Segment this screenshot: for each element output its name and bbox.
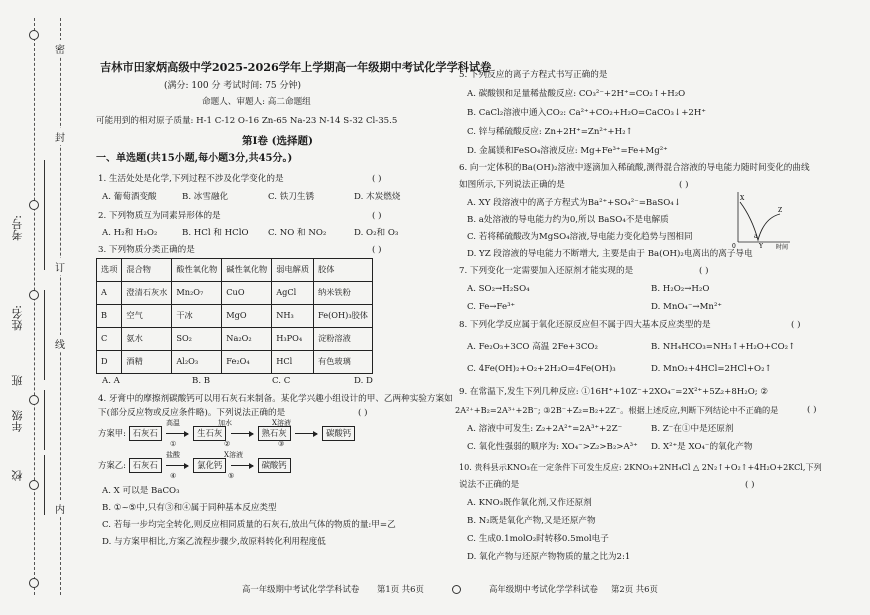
q6-stem-line2: 如图所示,下列说法正确的是 xyxy=(459,180,565,190)
table-cell: CuO xyxy=(222,282,272,305)
q9-stem-line1: 9. 在常温下,发生下列几种反应: ①16H⁺+10Z⁻+2XO₄⁻=2X²⁺+5Z₂+8H₂O; ② xyxy=(459,387,769,397)
plan-b-flow xyxy=(98,458,291,473)
binding-hole xyxy=(29,290,39,300)
footer-left-title: 高一年级期中考试化学学科试卷 xyxy=(242,584,360,594)
arrow-icon xyxy=(231,433,253,434)
graph-time-label: 时间 xyxy=(776,244,789,250)
table-cell: Mn₂O₇ xyxy=(172,282,222,305)
plan-b-calcium-carbonate: 碳酸钙 xyxy=(258,458,291,473)
table-cell: A xyxy=(97,282,122,305)
plan-a-cond-water: 加水 xyxy=(218,419,232,427)
nianji-blank xyxy=(44,390,46,450)
exam-title: 吉林市田家炳高级中学2025-2026学年上学期高一年级期中考试化学学科试卷 xyxy=(100,60,492,74)
table-cell: AgCl xyxy=(272,282,314,305)
plan-b-label: 方案乙: xyxy=(98,460,126,470)
table-cell: HCl xyxy=(272,351,314,374)
q3-classification-table xyxy=(96,258,373,374)
exam-meta: (满分: 100 分 考试时间: 75 分钟) xyxy=(164,81,302,91)
seal-nei: 内 xyxy=(55,500,65,517)
q9-answer-paren: ( ) xyxy=(807,405,817,415)
q5-option-c: C. 锌与稀硫酸反应: Zn+2H⁺=Zn²⁺+H₂↑ xyxy=(467,127,633,137)
q4-answer-paren: ( ) xyxy=(358,408,368,418)
xiao-label: 校 xyxy=(11,470,24,481)
table-cell: 空气 xyxy=(122,305,172,328)
table-cell: SO₂ xyxy=(172,328,222,351)
graph-origin: 0 xyxy=(732,243,736,250)
q8-option-b: B. NH₄HCO₃=NH₃↑+H₂O+CO₂↑ xyxy=(651,342,796,352)
q2-option-b: B. HCl 和 HClO xyxy=(182,228,249,238)
table-header-row xyxy=(97,259,373,282)
q7-stem: 7. 下列变化一定需要加入还原剂才能实现的是 xyxy=(459,266,634,276)
q7-option-b: B. H₂O₂→H₂O xyxy=(651,284,710,294)
table-cell: Fe(OH)₃胶体 xyxy=(314,305,373,328)
q6-option-b: B. a处溶液的导电能力约为0,所以 BaSO₄不是电解质 xyxy=(467,215,669,225)
graph-label-z: Z xyxy=(778,207,783,214)
binding-dashed-line xyxy=(34,18,35,595)
q6-option-c: C. 若将稀硫酸改为MgSO₄溶液,导电能力变化趋势与图相同 xyxy=(467,232,693,242)
plan-a-cond-heat: 高温 xyxy=(166,419,180,427)
table-cell: 干冰 xyxy=(172,305,222,328)
q10-option-d: D. 氧化产物与还原产物物质的量之比为2:1 xyxy=(467,552,631,562)
binding-hole xyxy=(29,395,39,405)
table-cell: C xyxy=(97,328,122,351)
xiao-blank xyxy=(44,455,46,515)
q9-option-a: A. 溶液中可发生: Z₂+2A²⁺=2A³⁺+2Z⁻ xyxy=(467,424,623,434)
plan-b-step4: ④ xyxy=(170,472,177,480)
q2-option-d: D. O₂和 O₃ xyxy=(354,228,399,238)
plan-a-limestone: 石灰石 xyxy=(129,426,162,441)
table-cell: MgO xyxy=(222,305,272,328)
q9-option-d: D. X²⁺是 XO₄⁻的氧化产物 xyxy=(651,442,753,452)
plan-a-step3: ③ xyxy=(278,440,285,448)
graph-curve xyxy=(740,202,783,240)
q5-option-b: B. CaCl₂溶液中通入CO₂: Ca²⁺+CO₂+H₂O=CaCO₃↓+2H⁺ xyxy=(467,108,706,118)
q4-option-b: B. ①~⑤中,只有③和④属于同种基本反应类型 xyxy=(102,503,277,513)
plan-a-label: 方案甲: xyxy=(98,428,126,438)
seal-ding: 订 xyxy=(55,258,65,275)
q9-option-b: B. Z⁻在①中是还原剂 xyxy=(651,424,734,434)
seal-xian: 线 xyxy=(55,335,65,352)
q3-option-c: C. C xyxy=(272,376,291,386)
plan-a-slaked-lime: 熟石灰 xyxy=(258,426,291,441)
q1-option-b: B. 冰雪融化 xyxy=(182,192,229,202)
plan-b-cond-x: X溶液 xyxy=(224,451,243,459)
q7-option-a: A. SO₂→H₂SO₄ xyxy=(467,284,530,294)
table-row xyxy=(97,328,373,351)
table-row xyxy=(97,282,373,305)
plan-b-cond-hcl: 盐酸 xyxy=(166,451,180,459)
binding-hole xyxy=(29,480,39,490)
q4-option-a: A. X 可以是 BaCO₃ xyxy=(102,486,180,496)
atomic-masses: 可能用到的相对原子质量: H-1 C-12 O-16 Zn-65 Na-23 N-14 S-32 Cl-35.5 xyxy=(96,116,398,126)
seal-mi: 密 xyxy=(55,40,65,57)
graph-label-x: X xyxy=(740,195,745,202)
q3-stem: 3. 下列物质分类正确的是 xyxy=(98,245,195,255)
graph-label-a: a xyxy=(754,233,758,240)
q6-option-a: A. XY 段溶液中的离子方程式为Ba²⁺+SO₄²⁻=BaSO₄↓ xyxy=(467,198,681,208)
table-header-cell: 胶体 xyxy=(314,259,373,282)
xingming-label: 姓名: xyxy=(11,305,24,331)
q8-option-d: D. MnO₂+4HCl=2HCl+O₂↑ xyxy=(651,364,772,374)
table-row xyxy=(97,351,373,374)
q2-option-a: A. H₂和 H₂O₂ xyxy=(102,228,158,238)
right-column xyxy=(455,0,865,615)
table-cell: 酒精 xyxy=(122,351,172,374)
q1-option-a: A. 葡萄酒变酸 xyxy=(102,192,157,202)
footer-right-page: 第2页 共6页 xyxy=(611,584,658,594)
table-cell: Fe₂O₄ xyxy=(222,351,272,374)
table-cell: D xyxy=(97,351,122,374)
q7-answer-paren: ( ) xyxy=(699,266,709,276)
kaohao-blank xyxy=(44,160,46,270)
table-cell: Na₂O₂ xyxy=(222,328,272,351)
footer-left-page: 第1页 共6页 xyxy=(377,584,424,594)
plan-a-quicklime: 生石灰 xyxy=(193,426,226,441)
xingming-blank xyxy=(44,290,46,380)
q1-answer-paren: ( ) xyxy=(372,174,382,184)
q9-stem-line2: 2A²⁺+B₂=2A³⁺+2B⁻; ③2B⁻+Z₂=B₂+2Z⁻。根据上述反应,判断下列结论中不正确的是 xyxy=(455,405,779,415)
q10-answer-paren: ( ) xyxy=(745,480,755,490)
binding-hole xyxy=(29,578,39,588)
q8-stem: 8. 下列化学反应属于氧化还原反应但不属于四大基本反应类型的是 xyxy=(459,320,711,330)
q3-option-d: D. D xyxy=(354,376,373,386)
q1-option-c: C. 铁刀生锈 xyxy=(268,192,315,202)
arrow-icon xyxy=(166,465,188,466)
q3-answer-paren: ( ) xyxy=(372,245,382,255)
binding-hole xyxy=(29,30,39,40)
q2-stem: 2. 下列物质互为同素异形体的是 xyxy=(98,211,221,221)
q10-stem-line2: 说法不正确的是 xyxy=(459,480,520,490)
q10-stem-line1: 10. 贵科县示KNO₃在一定条件下可发生反应: 2KNO₃+2NH₄Cl △ 2N₂↑+O₂↑+4H₂O+2KCl,下列 xyxy=(459,462,822,472)
plan-b-step5: ⑤ xyxy=(228,472,235,480)
q6-stem-line1: 6. 向一定体积的Ba(OH)₂溶液中逐滴加入稀硫酸,测得混合溶液的导电能力随时间变化的曲线 xyxy=(459,163,810,173)
nianji-label: 年级 xyxy=(11,410,24,432)
q4-stem-line1: 4. 牙膏中的摩擦剂碳酸钙可以用石灰石来制备。某化学兴趣小组设计的甲、乙两种实验方案如 xyxy=(98,394,453,404)
footer-right-title: 高年级期中考试化学学科试卷 xyxy=(489,584,598,594)
plan-a-step1: ① xyxy=(170,440,177,448)
table-header-cell: 选项 xyxy=(97,259,122,282)
plan-a-step2: ② xyxy=(224,440,231,448)
q10-option-a: A. KNO₃既作氧化剂,又作还原剂 xyxy=(467,498,592,508)
binding-margin xyxy=(0,0,65,615)
table-cell: H₃PO₄ xyxy=(272,328,314,351)
center-fold-mark xyxy=(452,585,461,594)
q3-option-b: B. B xyxy=(192,376,211,386)
table-row xyxy=(97,305,373,328)
q2-answer-paren: ( ) xyxy=(372,211,382,221)
table-cell: 有色玻璃 xyxy=(314,351,373,374)
q2-option-c: C. NO 和 NO₂ xyxy=(268,228,327,238)
q3-option-a: A. A xyxy=(102,376,120,386)
section1-heading: 一、单选题(共15小题,每小题3分,共45分。) xyxy=(96,153,293,164)
q4-option-d: D. 与方案甲相比,方案乙流程步骤少,故原料转化利用程度低 xyxy=(102,537,326,547)
q10-option-b: B. N₂既是氧化产物,又是还原产物 xyxy=(467,516,596,526)
conductivity-graph xyxy=(730,188,794,250)
binding-hole xyxy=(29,200,39,210)
q1-stem: 1. 生活处处是化学,下列过程不涉及化学变化的是 xyxy=(98,174,284,184)
table-header-cell: 弱电解质 xyxy=(272,259,314,282)
q4-option-c: C. 若每一步均完全转化,则反应相同质量的石灰石,放出气体的物质的量:甲=乙 xyxy=(102,520,396,530)
q7-option-c: C. Fe→Fe³⁺ xyxy=(467,302,516,312)
q4-stem-line2: 下(部分反应物或反应条件略)。下列说法正确的是 xyxy=(98,408,286,418)
q7-option-d: D. MnO₄⁻→Mn²⁺ xyxy=(651,302,722,312)
table-header-cell: 混合物 xyxy=(122,259,172,282)
q8-option-a: A. Fe₂O₃+3CO 高温 2Fe+3CO₂ xyxy=(467,342,598,352)
seal-feng: 封 xyxy=(55,128,65,145)
plan-b-calcium-chloride: 氯化钙 xyxy=(193,458,226,473)
q8-answer-paren: ( ) xyxy=(791,320,801,330)
table-cell: B xyxy=(97,305,122,328)
q5-option-a: A. 碳酸钡和足量稀盐酸反应: CO₃²⁻+2H⁺=CO₂↑+H₂O xyxy=(467,89,686,99)
plan-b-limestone: 石灰石 xyxy=(129,458,162,473)
table-cell: 纳米铁粉 xyxy=(314,282,373,305)
q6-answer-paren: ( ) xyxy=(679,180,689,190)
arrow-icon xyxy=(166,433,188,434)
q9-option-c: C. 氧化性强弱的顺序为: XO₄⁻>Z₂>B₂>A³⁺ xyxy=(467,442,638,452)
q10-option-c: C. 生成0.1molO₂时转移0.5mol电子 xyxy=(467,534,609,544)
arrow-icon xyxy=(295,433,317,434)
table-cell: 淀粉溶液 xyxy=(314,328,373,351)
exam-authors: 命题人、审题人: 高二命题组 xyxy=(202,97,311,107)
graph-label-y: Y xyxy=(759,243,763,250)
table-cell: Al₂O₃ xyxy=(172,351,222,374)
q8-option-c: C. 4Fe(OH)₂+O₂+2H₂O=4Fe(OH)₃ xyxy=(467,364,616,374)
table-cell: 澄清石灰水 xyxy=(122,282,172,305)
plan-a-cond-x: X溶液 xyxy=(272,419,291,427)
ban-label: 班 xyxy=(11,375,24,386)
table-header-cell: 酸性氧化物 xyxy=(172,259,222,282)
arrow-icon xyxy=(231,465,253,466)
table-cell: NH₃ xyxy=(272,305,314,328)
q6-option-d: D. YZ 段溶液的导电能力不断增大, 主要是由于 Ba(OH)₂电离出的离子导电 xyxy=(467,249,753,259)
q5-option-d: D. 金属镁和FeSO₄溶液反应: Mg+Fe³⁺=Fe+Mg²⁺ xyxy=(467,146,668,156)
plan-a-calcium-carbonate: 碳酸钙 xyxy=(322,426,355,441)
q1-option-d: D. 木炭燃烧 xyxy=(354,192,401,202)
kaohao-label: 考号: xyxy=(11,215,24,241)
part1-heading: 第Ⅰ卷 (选择题) xyxy=(242,135,314,147)
table-header-cell: 碱性氧化物 xyxy=(222,259,272,282)
table-cell: 氨水 xyxy=(122,328,172,351)
q5-stem: 5. 下列反应的离子方程式书写正确的是 xyxy=(459,70,608,80)
